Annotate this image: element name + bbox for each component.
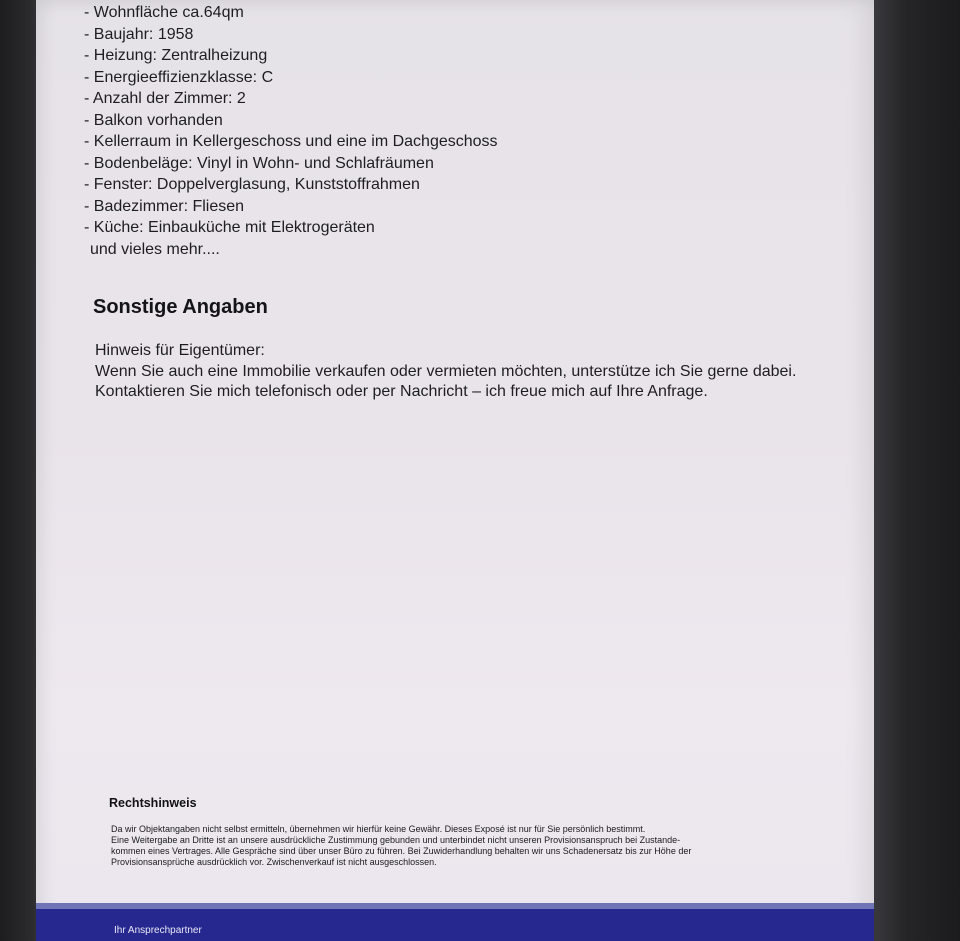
feature-item: - Balkon vorhanden xyxy=(84,111,223,129)
feature-item: - Wohnfläche ca.64qm xyxy=(84,4,244,21)
monitor-bezel-right xyxy=(870,0,960,941)
legal-line: Da wir Objektangaben nicht selbst ermitteln, übernehmen wir hierfür keine Gewähr. Dieses Exposé ist nur für Sie persönlich bestimmt. xyxy=(111,824,646,834)
owner-note-heading: Hinweis für Eigentümer: xyxy=(95,342,265,359)
feature-item: - Kellerraum in Kellergeschoss und eine im Dachgeschoss xyxy=(84,133,498,150)
feature-item: - Energieeffizienzklasse: C xyxy=(84,68,274,86)
feature-item: - Küche: Einbauküche mit Elektrogeräten xyxy=(84,219,375,236)
feature-item: - Anzahl der Zimmer: 2 xyxy=(84,90,246,107)
feature-list xyxy=(84,2,498,260)
footer-band xyxy=(36,903,874,941)
owner-note-line: Kontaktieren Sie mich telefonisch oder per Nachricht – ich freue mich auf Ihre Anfrage. xyxy=(95,383,708,400)
legal-text xyxy=(111,824,841,868)
owner-note xyxy=(95,341,796,403)
footer-contact-label: Ihr Ansprechpartner xyxy=(114,925,202,936)
legal-line: Provisionsansprüche ausdrücklich vor. Zwischenverkauf ist nicht ausgeschlossen. xyxy=(111,857,437,867)
feature-item: - Fenster: Doppelverglasung, Kunststoffrahmen xyxy=(84,176,420,193)
section-title-other: Sonstige Angaben xyxy=(93,296,268,318)
legal-line: kommen eines Vertrages. Alle Gespräche sind über unser Büro zu führen. Bei Zuwiderhandlung behalten wir uns Schadenersatz bis zur Höhe der xyxy=(111,846,692,856)
feature-item: - Heizung: Zentralheizung xyxy=(84,47,268,64)
legal-title: Rechtshinweis xyxy=(109,796,197,810)
document-page xyxy=(36,0,874,941)
feature-item: - Badezimmer: Fliesen xyxy=(84,197,245,215)
feature-item: - Baujahr: 1958 xyxy=(84,25,194,43)
legal-line: Eine Weitergabe an Dritte ist an unsere ausdrückliche Zustimmung gebunden und unterbindet nicht unseren Provisionsanspruch bei Zustande- xyxy=(111,835,681,845)
owner-note-line: Wenn Sie auch eine Immobilie verkaufen oder vermieten möchten, unterstütze ich Sie gerne dabei. xyxy=(95,362,797,380)
feature-item: - Bodenbeläge: Vinyl in Wohn- und Schlafräumen xyxy=(84,154,434,172)
feature-item-more: und vieles mehr.... xyxy=(90,240,220,258)
